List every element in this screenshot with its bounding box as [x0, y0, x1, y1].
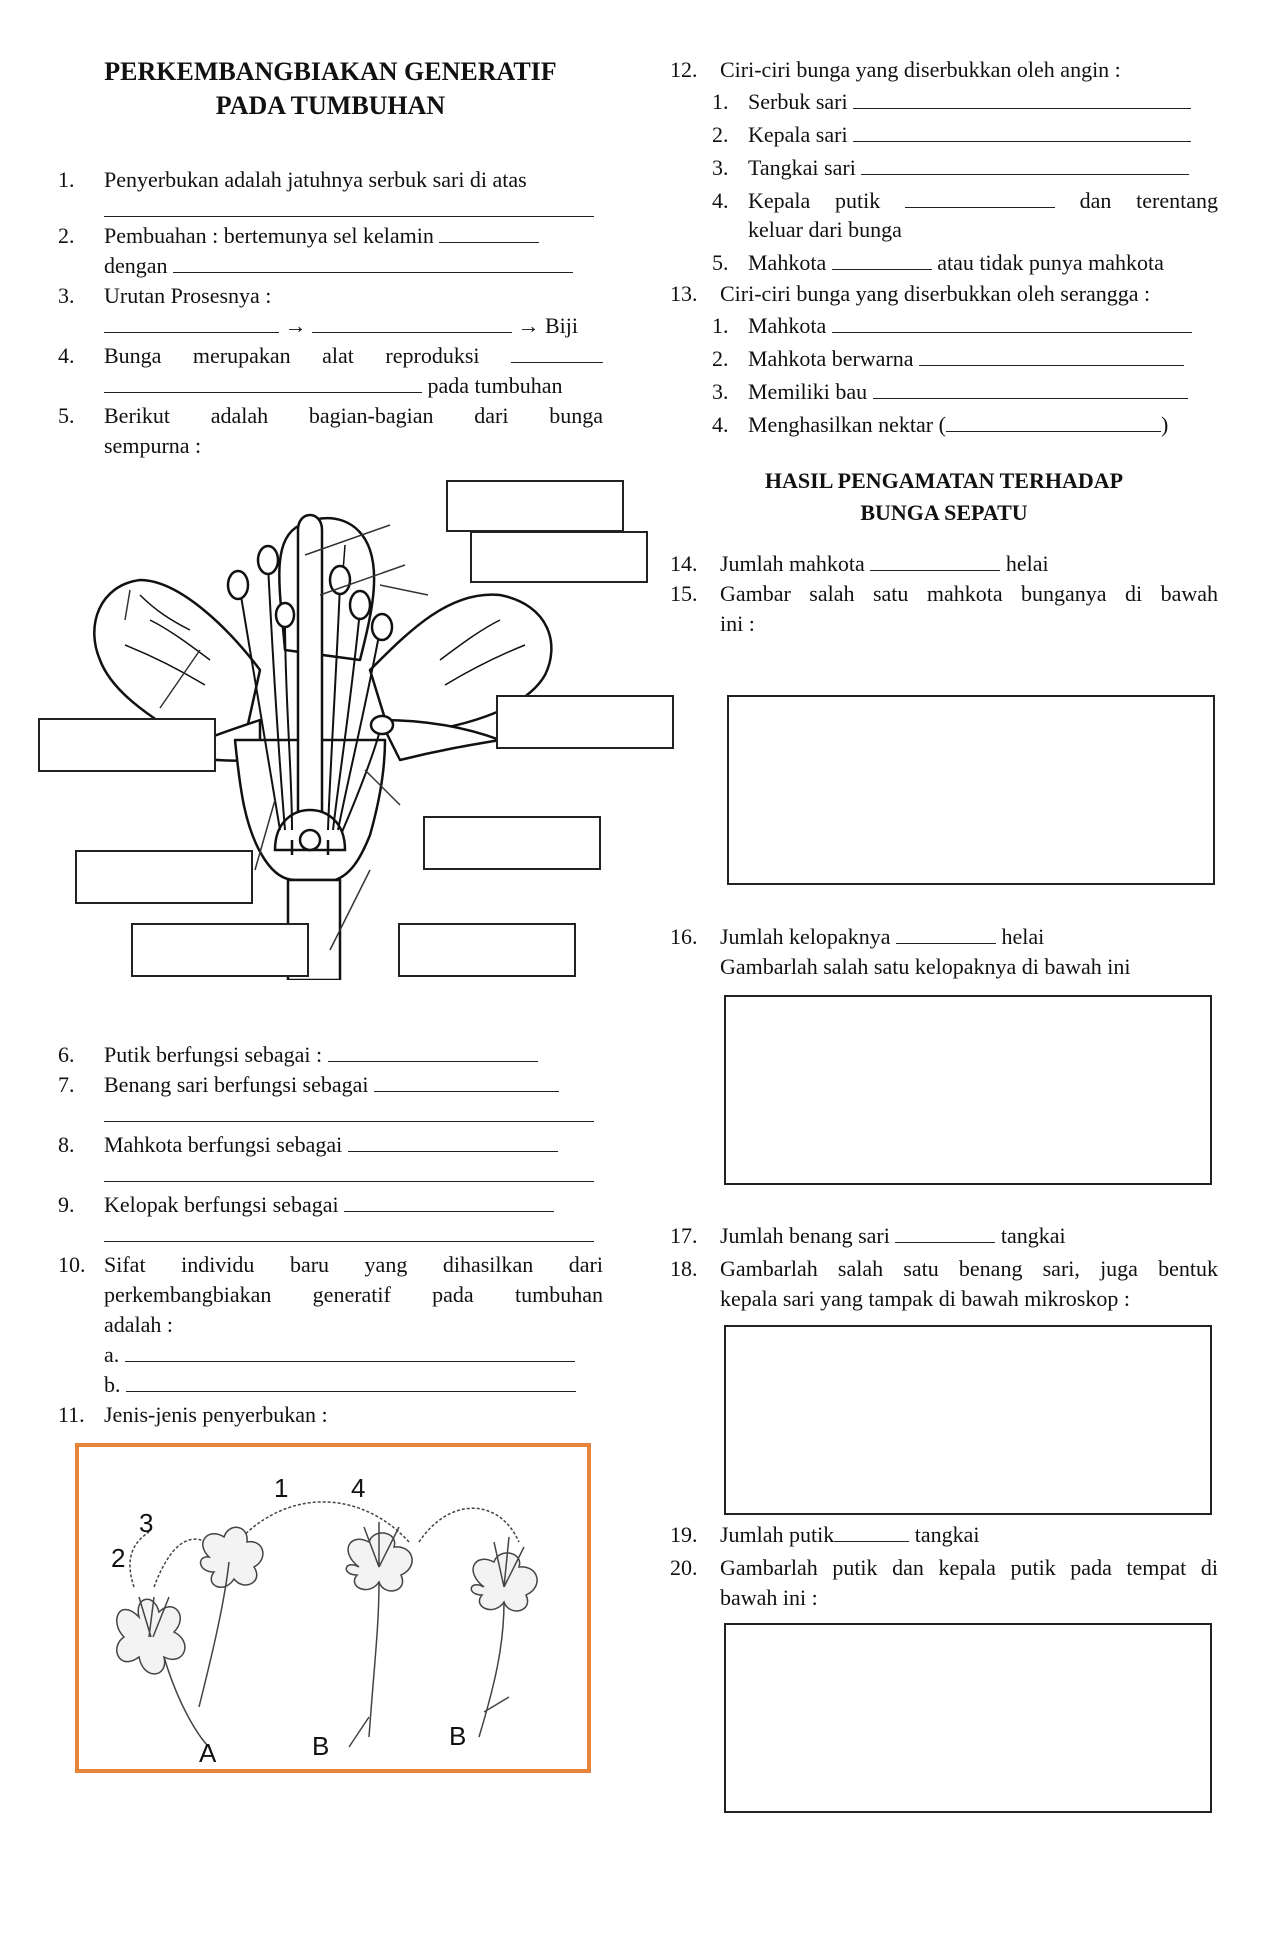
question-17: 17. Jumlah benang sari tangkai — [670, 1223, 1066, 1248]
right-column — [670, 55, 1218, 639]
answer-line[interactable] — [832, 249, 932, 270]
left-column-lower — [58, 1040, 603, 1430]
right-column-q16 — [670, 922, 1218, 982]
pollination-illustration — [79, 1447, 587, 1769]
drawing-box-stamen[interactable] — [724, 1325, 1212, 1515]
question-20: 20. Gambarlah putik dan kepala putik pada tempat di bawah ini : — [670, 1555, 1218, 1610]
list-item: 1. Serbuk sari — [712, 85, 1218, 118]
list-item: 3. Tangkai sari — [712, 151, 1218, 184]
answer-line[interactable] — [312, 312, 512, 333]
answer-line[interactable] — [104, 196, 594, 217]
question-13-items — [670, 309, 1218, 441]
answer-line[interactable] — [946, 411, 1161, 432]
answer-line[interactable] — [853, 88, 1191, 109]
answer-line[interactable] — [328, 1041, 538, 1062]
list-item: 2. Kepala sari — [712, 118, 1218, 151]
question-9: 9. Kelopak berfungsi sebagai — [58, 1190, 603, 1250]
diagram-label-box-7[interactable] — [131, 923, 309, 977]
pollination-label-1: 1 — [274, 1473, 289, 1503]
pollination-label-3: 3 — [139, 1508, 154, 1538]
left-column — [58, 55, 603, 461]
diagram-label-box-3[interactable] — [496, 695, 674, 749]
answer-line[interactable] — [905, 187, 1055, 208]
pollination-image — [75, 1443, 591, 1773]
list-item: 3. Memiliki bau — [712, 375, 1218, 408]
diagram-label-box-6[interactable] — [75, 850, 253, 904]
diagram-label-box-2[interactable] — [470, 531, 648, 583]
answer-line[interactable] — [173, 252, 573, 273]
answer-line[interactable] — [374, 1071, 559, 1092]
answer-line[interactable] — [832, 312, 1192, 333]
question-13: 13. Ciri-ciri bunga yang diserbukkan oleh serangga : — [670, 281, 1151, 306]
answer-line[interactable] — [870, 550, 1000, 571]
question-19: 19. Jumlah putik tangkai — [670, 1522, 980, 1547]
answer-line[interactable] — [873, 378, 1188, 399]
answer-line[interactable] — [104, 372, 422, 393]
list-item: 1. Mahkota — [712, 309, 1218, 342]
question-2: 2. Pembuahan : bertemunya sel kelamin dengan — [58, 221, 603, 281]
drawing-box-petal[interactable] — [727, 695, 1215, 885]
pollination-label-4: 4 — [351, 1473, 366, 1503]
diagram-label-box-4[interactable] — [38, 718, 216, 772]
question-1: 1. Penyerbukan adalah jatuhnya serbuk sari di atas — [58, 165, 603, 225]
list-item: 5. Mahkota atau tidak punya mahkota — [712, 250, 1164, 275]
question-12-items — [670, 85, 1218, 279]
answer-line[interactable] — [834, 1521, 909, 1542]
answer-line[interactable] — [104, 1221, 594, 1242]
answer-line[interactable] — [126, 1371, 576, 1392]
answer-line[interactable] — [348, 1131, 558, 1152]
answer-line[interactable] — [896, 923, 996, 944]
question-10: 10. Sifat individu baru yang dihasilkan dari perkembangbiakan generatif pada tumbuhan adalah : a. b. — [58, 1252, 603, 1397]
question-11: 11. Jenis-jenis penyerbukan : — [58, 1402, 328, 1427]
answer-line[interactable] — [895, 1222, 995, 1243]
answer-line[interactable] — [511, 342, 603, 363]
answer-line[interactable] — [125, 1341, 575, 1362]
answer-line[interactable] — [861, 154, 1189, 175]
question-4: 4. Bunga merupakan alat reproduksi pada tumbuhan — [58, 341, 603, 401]
question-12: 12. Ciri-ciri bunga yang diserbukkan oleh angin : — [670, 57, 1121, 82]
question-8: 8. Mahkota berfungsi sebagai — [58, 1130, 603, 1190]
diagram-label-box-8[interactable] — [398, 923, 576, 977]
diagram-label-box-1[interactable] — [446, 480, 624, 532]
answer-line[interactable] — [104, 312, 279, 333]
question-16: 16. Jumlah kelopaknya helai Gambarlah salah satu kelopaknya di bawah ini — [670, 924, 1131, 979]
answer-line[interactable] — [853, 121, 1191, 142]
question-6: 6. Putik berfungsi sebagai : — [58, 1040, 603, 1070]
list-item: 2. Mahkota berwarna — [712, 342, 1218, 375]
diagram-label-box-5[interactable] — [423, 816, 601, 870]
pollination-label-a: A — [199, 1738, 217, 1768]
pollination-label-b2: B — [449, 1721, 467, 1751]
question-14: 14. Jumlah mahkota helai — [670, 551, 1049, 576]
worksheet-title: PERKEMBANGBIAKAN GENERATIF PADA TUMBUHAN — [104, 57, 557, 120]
right-column-q17 — [670, 1221, 1218, 1314]
question-3: 3. Urutan Prosesnya : → → Biji — [58, 283, 579, 338]
question-5: 5. Berikut adalah bagian-bagian dari bunga sempurna : — [58, 403, 603, 458]
answer-line[interactable] — [344, 1191, 554, 1212]
drawing-box-sepal[interactable] — [724, 995, 1212, 1185]
drawing-box-pistil[interactable] — [724, 1623, 1212, 1813]
right-column-q19 — [670, 1520, 1218, 1613]
answer-line[interactable] — [919, 345, 1184, 366]
question-15: 15. Gambar salah satu mahkota bunganya di bawah ini : — [670, 581, 1218, 636]
answer-line[interactable] — [439, 222, 539, 243]
list-item: 4. Kepala putik dan terentang keluar dari bunga — [712, 188, 1218, 242]
list-item: 4. Menghasilkan nektar ( ) — [712, 412, 1169, 437]
section-heading: HASIL PENGAMATAN TERHADAP BUNGA SEPATU — [764, 468, 1124, 525]
answer-line[interactable] — [104, 1101, 594, 1122]
answer-line[interactable] — [104, 1161, 594, 1182]
question-18: 18. Gambarlah salah satu benang sari, juga bentuk kepala sari yang tampak di bawah mikroskop : — [670, 1256, 1218, 1311]
question-7: 7. Benang sari berfungsi sebagai — [58, 1070, 603, 1130]
pollination-label-b1: B — [312, 1731, 330, 1761]
pollination-label-2: 2 — [111, 1543, 126, 1573]
